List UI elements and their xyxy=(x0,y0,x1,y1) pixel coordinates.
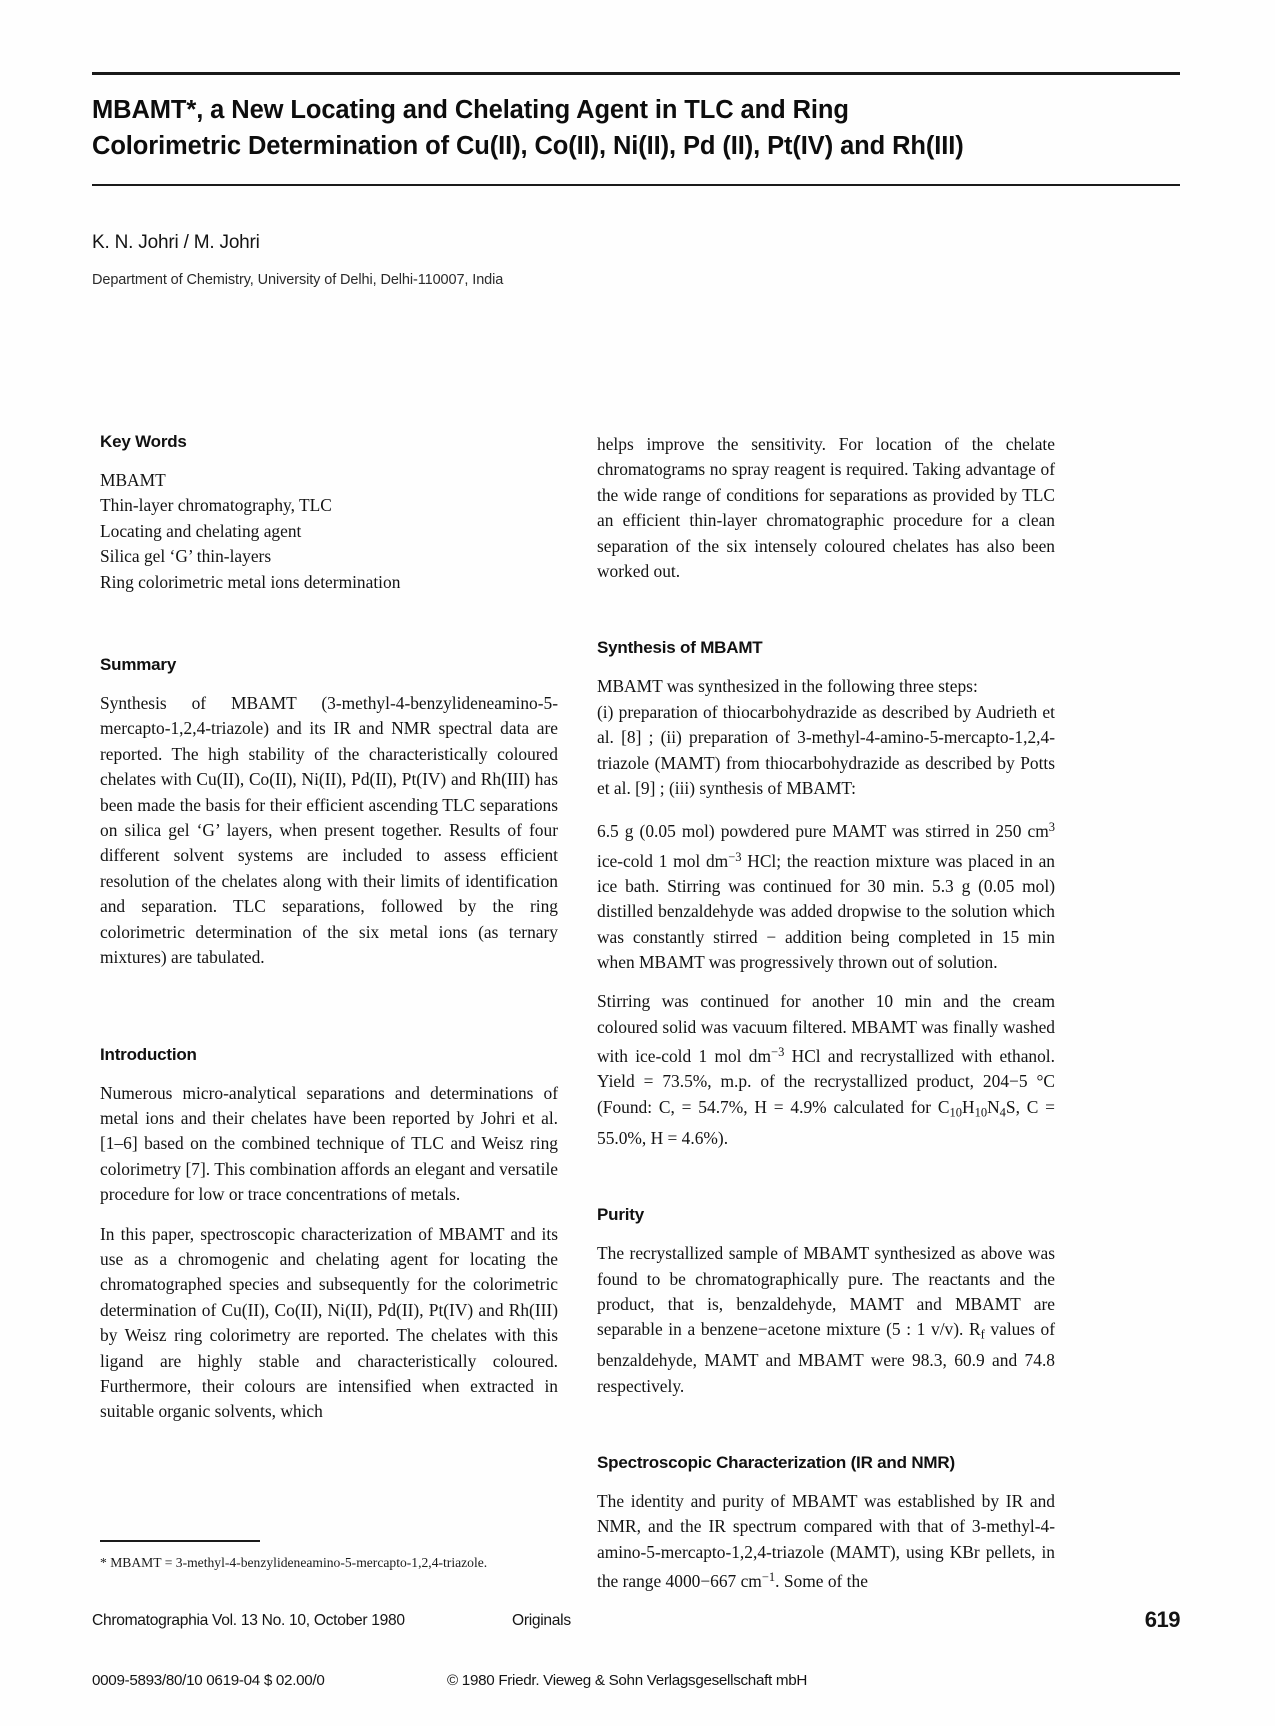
summary-heading: Summary xyxy=(100,655,177,675)
spectroscopic-paragraph xyxy=(597,1489,1055,1594)
continued-paragraph: helps improve the sensitivity. For location of the chelate chromatograms no spray reagent is required. Taking advantage of the wide range of conditions for separations as provided by TLC an efficient thin-layer chromatographic procedure for a clean separation of the six intensely coloured chelates has also been worked out. xyxy=(597,434,1055,582)
synthesis-steps: (i) preparation of thiocarbohydrazide as described by Audrieth et al. [8] ; (ii) preparation of 3-methyl-4-amino-5-mercapto-1,2,4-triazole (MAMT) from thiocarbohydrazide as described by Potts et al. [9] ; (iii) synthesis of MBAMT: xyxy=(597,701,1055,799)
journal-citation: Chromatographia Vol. 13 No. 10, October 1980 xyxy=(92,1612,405,1629)
introduction-paragraph-2: In this paper, spectroscopic characterization of MBAMT and its use as a chromogenic and chelating agent for locating the chromatographed species and subsequently for the colorimetric determination of Cu(II), Co(II), Ni(II), Pd(II), Pt(IV) and Rh(III) by Weisz ring colorimetry are reported. The chelates with this ligand are highly stable and characteristically coloured. Furthermore, their colours are intensified when extracted in suitable organic solvents, which xyxy=(100,1223,558,1422)
spectro-text-b: . Some of the xyxy=(775,1571,868,1591)
keyword-item: Locating and chelating agent xyxy=(100,520,302,541)
right-column xyxy=(597,432,1055,1608)
page-title xyxy=(92,92,1182,164)
synthesis-heading: Synthesis of MBAMT xyxy=(597,638,763,658)
title-line-2: Colorimetric Determination of Cu(II), Co(II), Ni(II), Pd (II), Pt(IV) and Rh(III) xyxy=(92,132,964,160)
section-label: Originals xyxy=(512,1612,571,1629)
header-rule-bottom xyxy=(92,184,1180,186)
keyword-item: Ring colorimetric metal ions determination xyxy=(100,571,401,592)
workup-text-b: HCl and recrystallized with ethanol. Yield = 73.5%, m.p. of the recrystallized product, 204−5 °C (Found: C, = 54.7%, H = 4.9% calculated for C xyxy=(597,1045,1055,1117)
superscript-minus-three: −3 xyxy=(728,849,742,864)
spacer xyxy=(100,595,558,655)
left-column xyxy=(100,432,558,1439)
header-rule-top xyxy=(92,72,1180,75)
spectro-text-a: The identity and purity of MBAMT was established by IR and NMR, and the IR spectrum compared with that of 3-methyl-4-amino-5-mercapto-1,2,4-triazole (MAMT), using KBr pellets, in the range 4000−667 cm xyxy=(597,1491,1055,1591)
synth-text-a: 6.5 g (0.05 mol) powdered pure MAMT was stirred in 250 cm xyxy=(597,821,1049,842)
keywords-list xyxy=(100,468,558,595)
synthesis-procedure-paragraph xyxy=(597,815,1055,975)
copyright-notice: © 1980 Friedr. Vieweg & Sohn Verlagsgesellschaft mbH xyxy=(447,1672,808,1689)
subscript-ten: 10 xyxy=(974,1105,988,1120)
subscript-ten: 10 xyxy=(949,1105,962,1120)
affiliation: Department of Chemistry, University of Delhi, Delhi-110007, India xyxy=(92,272,504,288)
synth-text-b: ice-cold 1 mol dm xyxy=(597,850,729,871)
superscript-cubic: 3 xyxy=(1048,820,1055,835)
workup-text-c: S, C = 55.0%, H = 4.6%). xyxy=(597,1096,1055,1148)
purity-heading: Purity xyxy=(597,1205,644,1225)
spectroscopic-heading: Spectroscopic Characterization (IR and NMR) xyxy=(597,1453,955,1473)
formula-n: N xyxy=(987,1096,1000,1117)
superscript-minus-one: −1 xyxy=(761,1570,776,1585)
page-number: 619 xyxy=(1144,1607,1180,1632)
spacer xyxy=(597,598,1055,638)
keyword-item: MBAMT xyxy=(100,470,166,490)
footnote-text: * MBAMT = 3-methyl-4-benzylideneamino-5-mercapto-1,2,4-triazole. xyxy=(100,1555,488,1570)
footnote-rule xyxy=(100,1540,260,1542)
formula-h: H xyxy=(962,1096,975,1117)
workup-text-a: Stirring was continued for another 10 min and the cream coloured solid was vacuum filtered. MBAMT was finally washed with ice-cold 1 mol dm xyxy=(597,991,1055,1066)
synth-text-c: HCl; the reaction mixture was placed in an ice bath. Stirring was continued for 30 min. 5.3 g (0.05 mol) distilled benzaldehyde was added dropwise to the solution which was constantly stirred − addition being completed in 15 min when MBAMT was progressively thrown out of solution. xyxy=(597,850,1055,972)
spacer xyxy=(597,1413,1055,1453)
purity-paragraph xyxy=(597,1241,1055,1399)
introduction-heading: Introduction xyxy=(100,1044,197,1064)
keyword-item: Thin-layer chromatography, TLC xyxy=(100,495,332,516)
keyword-item: Silica gel ‘G’ thin-layers xyxy=(100,546,272,567)
summary-paragraph: Synthesis of MBAMT (3-methyl-4-benzylideneamino-5-mercapto-1,2,4-triazole) and its IR and NMR spectral data are reported. The high stability of the characteristically coloured chelates with Cu(II), Co(II), Ni(II), Pd(II), Pt(IV) and Rh(III) has been made the basis for their efficient ascending TLC separations on silica gel ‘G’ layers, when present together. Results of four different solvent systems are included to assess efficient resolution of the chelates along with their limits of identification and separation. TLC separations, followed by the ring colorimetric determination of the six metal ions (as ternary mixtures) are tabulated. xyxy=(100,693,558,968)
subscript-four: 4 xyxy=(999,1105,1006,1120)
issn-code: 0009-5893/80/10 0619-04 $ 02.00/0 xyxy=(92,1672,325,1689)
superscript-minus-three: −3 xyxy=(771,1045,785,1060)
purity-text-b: values of benzaldehyde, MAMT and MBAMT were 98.3, 60.9 and 74.8 respectively. xyxy=(597,1319,1055,1396)
synthesis-intro-line: MBAMT was synthesized in the following three steps: xyxy=(597,676,978,697)
spacer xyxy=(597,1165,1055,1205)
synthesis-workup-paragraph xyxy=(597,989,1055,1151)
keywords-heading: Key Words xyxy=(100,432,187,451)
subscript-f: f xyxy=(980,1327,985,1342)
introduction-paragraph-1: Numerous micro-analytical separations and determinations of metal ions and their chelates have been reported by Johri et al. [1–6] based on the combined technique of TLC and Weisz ring colorimetry [7]. This combination affords an elegant and versatile procedure for low or trace concentrations of metals. xyxy=(100,1082,558,1205)
purity-text-a: The recrystallized sample of MBAMT synthesized as above was found to be chromatographically pure. The reactants and the product, that is, benzaldehyde, MAMT and MBAMT are separable in a benzene−acetone mixture (5 : 1 v/v). R xyxy=(597,1243,1055,1340)
spacer xyxy=(100,985,558,1045)
author-list: K. N. Johri / M. Johri xyxy=(92,232,260,253)
title-line-1: MBAMT*, a New Locating and Chelating Agent in TLC and Ring xyxy=(92,96,849,124)
